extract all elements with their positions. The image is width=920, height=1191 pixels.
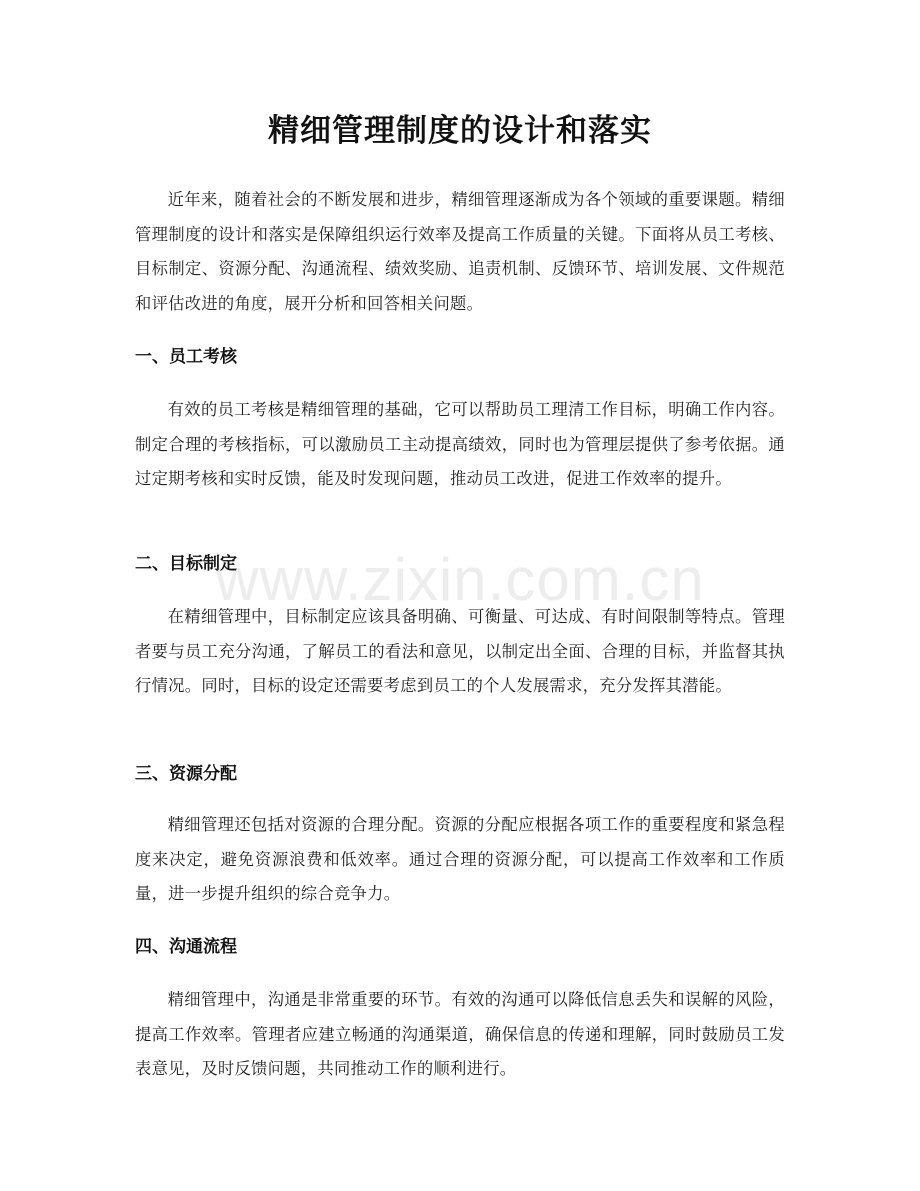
section-heading-3: 三、资源分配 <box>135 764 237 784</box>
section-body-3: 精细管理还包括对资源的合理分配。资源的分配应根据各项工作的重要程度和紧急程度来决定，避免资源浪费和低效率。通过合理的资源分配，可以提高工作效率和工作质量，进一步提升组织的综合竞争力。 <box>135 815 785 904</box>
section-body-2: 在精细管理中，目标制定应该具备明确、可衡量、可达成、有时间限制等特点。管理者要与员工充分沟通，了解员工的看法和意见，以制定出全面、合理的目标，并监督其执行情况。同时，目标的设定还需要考虑到员工的个人发展需求，充分发挥其潜能。 <box>135 607 785 696</box>
watermark: www.zixin.com.cn <box>215 546 705 613</box>
intro-paragraph: 近年来，随着社会的不断发展和进步，精细管理逐渐成为各个领域的重要课题。精细管理制度的设计和落实是保障组织运行效率及提高工作质量的关键。下面将从员工考核、目标制定、资源分配、沟通流程、绩效奖励、追责机制、反馈环节、培训发展、文件规范和评估改进的角度，展开分析和回答相关问题。 <box>135 190 785 313</box>
section-body-4: 精细管理中，沟通是非常重要的环节。有效的沟通可以降低信息丢失和误解的风险，提高工作效率。管理者应建立畅通的沟通渠道，确保信息的传递和理解，同时鼓励员工发表意见，及时反馈问题，共同推动工作的顺利进行。 <box>135 990 785 1079</box>
section-heading-1: 一、员工考核 <box>135 347 237 367</box>
document-title: 精细管理制度的设计和落实 <box>268 113 652 149</box>
section-body-1: 有效的员工考核是精细管理的基础，它可以帮助员工理清工作目标，明确工作内容。制定合理的考核指标，可以激励员工主动提高绩效，同时也为管理层提供了参考依据。通过定期考核和实时反馈，能及时发现问题，推动员工改进，促进工作效率的提升。 <box>135 400 785 489</box>
section-heading-2: 二、目标制定 <box>135 554 237 574</box>
section-heading-4: 四、沟通流程 <box>135 937 237 957</box>
